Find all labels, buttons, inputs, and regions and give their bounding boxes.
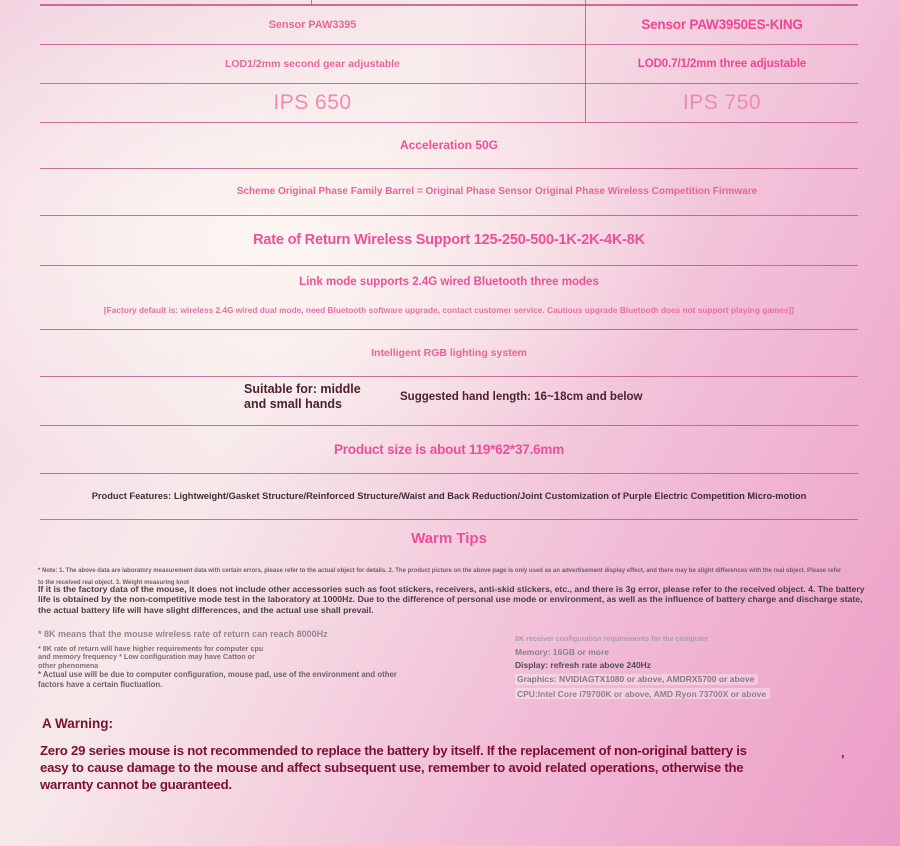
note-8k-cpu-line: other phenomena (38, 660, 99, 670)
row-link-mode-note: [Factory default is: wireless 2.4G wired dual mode, need Bluetooth software upgrade, contact customer service. Cautious upgrade Bluetooth does not support playing games]] (103, 305, 795, 315)
warm-tips-body-line: If it is the factory data of the mouse, it does not include other accessories such as foot stickers, receivers, anti-skid stickers, etc., and there is 3g error, please refer to the received object. 4. The battery (38, 584, 865, 594)
row-acceleration: Acceleration 50G (399, 138, 499, 152)
suitable-hands-label (244, 382, 361, 412)
warm-tips-body (38, 584, 878, 615)
spec-lod-right: LOD0.7/1/2mm three adjustable (637, 57, 807, 70)
hand-length-label: Suggested hand length: 16~18cm and below (400, 391, 643, 403)
note-8k-reach: * 8K means that the mouse wireless rate of return can reach 8000Hz (38, 629, 328, 639)
note-actual-use-line: * Actual use will be due to computer configuration, mouse pad, use of the environment and other (38, 670, 397, 679)
warning-title: A Warning: (42, 716, 113, 731)
fine-print-line: * Note: 1. The above data are laboratory measurement data with certain errors, please refer to the actual object for details. 2. The product picture on the above page is only used as an advertisement display effect, and there may be slight differences with the real object. Please refer (38, 566, 842, 574)
row-scheme: Scheme Original Phase Family Barrel = Original Phase Sensor Original Phase Wireless Competition Firmware (236, 186, 758, 197)
row-rate-of-return: Rate of Return Wireless Support 125-250-500-1K-2K-4K-8K (253, 232, 645, 248)
spec-lod-left: LOD1/2mm second gear adjustable (224, 57, 401, 70)
req-display: Display: refresh rate above 240Hz (515, 660, 652, 670)
stray-quote-mark: ’ (841, 752, 845, 767)
warm-tips-body-line: the actual battery life will have slight differences, and the actual use shall prevail. (38, 604, 374, 615)
warm-tips-body-line: life is obtained by the non-competitive mode test in the laboratory at 1000Hz. Due to the difference of personal use mode or environment, as well as the influence of battery charge and discharge state, (38, 594, 863, 605)
warning-body (40, 742, 747, 793)
spec-ips-right: IPS 750 (682, 90, 762, 114)
req-cpu: CPU:Intel Core i79700K or above, AMD Ryon 73700X or above (515, 688, 770, 699)
warning-body-line: Zero 29 series mouse is not recommended to replace the battery by itself. If the replacement of non-original battery is (40, 743, 747, 758)
warning-body-line: warranty cannot be guaranteed. (40, 777, 232, 792)
pc-requirements (515, 634, 770, 699)
table-rule (40, 519, 858, 520)
warning-body-line: easy to cause damage to the mouse and affect subsequent use, remember to avoid related operations, otherwise the (40, 760, 744, 775)
suitable-hands-line: Suitable for: middle (244, 382, 361, 396)
req-graphics: Graphics: NVIDIAGTX1080 or above, AMDRX5700 or above (515, 674, 758, 685)
spec-sensor-left: Sensor PAW3395 (268, 18, 357, 31)
table-rule (40, 265, 858, 266)
note-8k-cpu-line: and memory frequency * Low configuration may have Catton or (38, 652, 255, 662)
req-memory: Memory: 16GB or more (515, 646, 609, 657)
spec-ips-left: IPS 650 (273, 90, 352, 114)
suitable-hands-line: and small hands (244, 397, 342, 411)
fine-print-line: to the received real object. 3. Weight measuring knot (38, 578, 190, 586)
row-link-mode: Link mode supports 2.4G wired Bluetooth three modes (299, 276, 599, 288)
row-rgb-lighting: Intelligent RGB lighting system (371, 346, 527, 359)
table-rule (40, 376, 858, 377)
note-actual-use-line: factors have a certain fluctuation. (38, 680, 163, 689)
note-actual-use (38, 670, 397, 690)
row-product-size: Product size is about 119*62*37.6mm (333, 441, 565, 457)
note-8k-cpu-requirements (38, 645, 263, 670)
pc-requirements-title: 8K receiver configuration requirements for the computer (515, 634, 709, 643)
row-product-features: Product Features: Lightweight/Gasket Structure/Reinforced Structure/Waist and Back Reduction/Joint Customization of Purple Electric Competition Micro-motion (91, 491, 807, 501)
warm-tips-title: Warm Tips (411, 529, 487, 547)
note-8k-cpu-line: * 8K rate of return will have higher requirements for computer cpu (38, 644, 264, 653)
spec-sensor-right: Sensor PAW3950ES-KING (641, 17, 803, 32)
